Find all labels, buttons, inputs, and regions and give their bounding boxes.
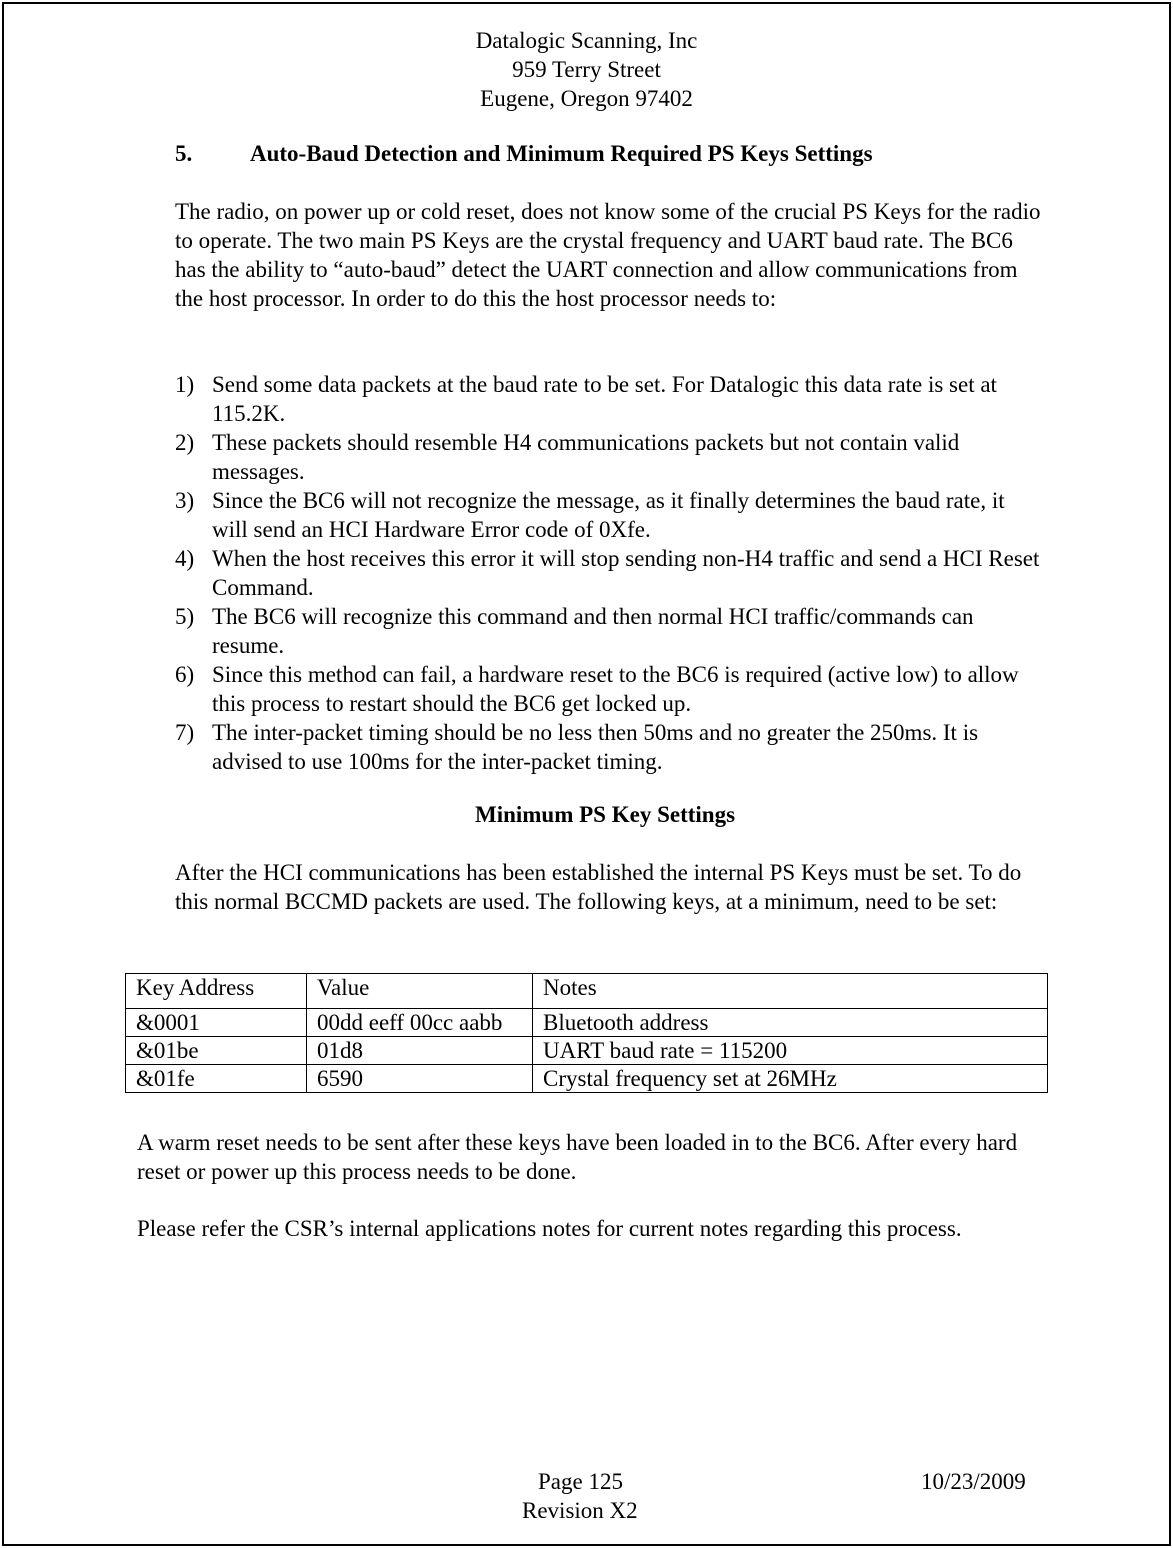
list-item [175,718,1045,776]
footer-date: 10/23/2009 [921,1469,1026,1494]
step-number: 2) [175,430,195,455]
steps-list [175,370,1045,776]
company-name: Datalogic Scanning, Inc [475,28,698,53]
step-number: 3) [175,488,195,513]
step-text: When the host receives this error it will stop sending non-H4 traffic and send a HCI Reset Command. [212,546,1040,600]
revision-label: Revision X2 [522,1498,638,1523]
list-item [175,660,1045,718]
step-number: 7) [175,720,195,745]
step-text: Since the BC6 will not recognize the message, as it finally determines the baud rate, it will send an HCI Hardware Error code of 0Xfe. [212,488,1005,542]
list-item [175,486,1045,544]
step-number: 6) [175,662,195,687]
table-cell: &01be [126,1037,307,1065]
table-cell: Crystal frequency set at 26MHz [533,1065,1048,1093]
table-cell: 6590 [307,1065,533,1093]
header-cell: Notes [533,974,1048,1009]
step-text: These packets should resemble H4 communications packets but not contain valid messages. [212,430,960,484]
street-address: 959 Terry Street [512,57,661,82]
table-header-row [126,974,1048,1009]
step-number: 1) [175,372,195,397]
list-item [175,544,1045,602]
header-cell: Value [307,974,533,1009]
step-text: The BC6 will recognize this command and then normal HCI traffic/commands can resume. [212,604,974,658]
intro-paragraph: The radio, on power up or cold reset, does not know some of the crucial PS Keys for the radio to operate. The two main PS Keys are the crystal frequency and UART baud rate. The BC6 has the ability to “auto-baud” detect the UART connection and allow communications from the host processor. In order to do this the host processor needs to: [175,199,1041,311]
step-text: Send some data packets at the baud rate to be set. For Datalogic this data rate is set at 115.2K. [212,372,997,426]
table-cell: UART baud rate = 115200 [533,1037,1048,1065]
after-paragraph: After the HCI communications has been established the internal PS Keys must be set. To do this normal BCCMD packets are used. The following keys, at a minimum, need to be set: [175,860,1022,914]
table-cell: &0001 [126,1009,307,1037]
refer-note: Please refer the CSR’s internal applications notes for current notes regarding this process. [137,1216,962,1241]
table-cell: 00dd eeff 00cc aabb [307,1009,533,1037]
step-text: The inter-packet timing should be no less then 50ms and no greater the 250ms. It is advised to use 100ms for the inter-packet timing. [212,720,979,774]
table-row [126,1065,1048,1093]
step-number: 4) [175,546,195,571]
table-cell: Bluetooth address [533,1009,1048,1037]
step-text: Since this method can fail, a hardware reset to the BC6 is required (active low) to allow this process to restart should the BC6 get locked up. [212,662,1019,716]
table-row [126,1037,1048,1065]
step-number: 5) [175,604,195,629]
header-cell: Key Address [126,974,307,1009]
city-state-zip: Eugene, Oregon 97402 [480,86,693,111]
ps-keys-table [125,973,1048,1093]
page-number: Page 125 [538,1469,623,1494]
section-title: Auto-Baud Detection and Minimum Required PS Keys Settings [250,141,873,166]
list-item [175,370,1045,428]
subheading: Minimum PS Key Settings [474,802,736,827]
warm-reset-note: A warm reset needs to be sent after these keys have been loaded in to the BC6. After every hard reset or power up this process needs to be done. [137,1130,1018,1184]
list-item [175,428,1045,486]
table-cell: &01fe [126,1065,307,1093]
table-row [126,1009,1048,1037]
section-number: 5. [175,141,193,166]
section-heading [175,141,873,167]
table-cell: 01d8 [307,1037,533,1065]
document-header [0,26,1173,113]
list-item [175,602,1045,660]
